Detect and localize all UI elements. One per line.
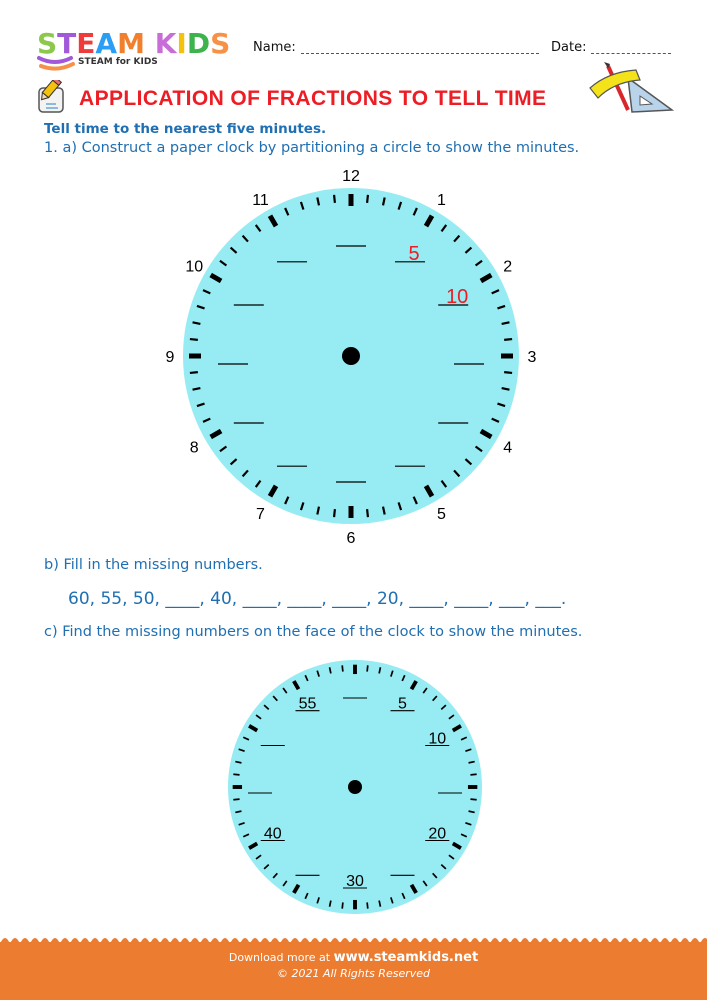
minute-tick [504, 372, 512, 373]
minute-number: 30 [346, 873, 364, 890]
hour-number: 4 [503, 439, 513, 457]
date-field[interactable] [591, 53, 671, 54]
hour-number: 5 [437, 505, 446, 523]
minute-answer: 5 [408, 242, 420, 265]
minute-tick [190, 372, 198, 373]
question-1b: b) Fill in the missing numbers. [44, 557, 263, 573]
page-title: APPLICATION OF FRACTIONS TO TELL TIME [79, 87, 547, 110]
minute-tick [342, 902, 343, 908]
logo-letter: E [76, 27, 96, 60]
hour-number: 6 [346, 530, 356, 547]
minute-tick [190, 339, 198, 340]
logo-tagline: STEAM for KIDS [78, 57, 158, 67]
clock-2 [0, 650, 707, 930]
minute-number: 10 [428, 730, 447, 748]
minute-tick [367, 902, 368, 908]
clock-center-dot [348, 780, 362, 794]
logo-letter: K [154, 27, 177, 60]
logo-letter: S [210, 27, 231, 60]
footer-download [0, 950, 707, 965]
logo-letter: I [176, 27, 187, 60]
hour-number: 8 [189, 439, 199, 457]
logo-letter: T [57, 27, 77, 60]
clock-1 [0, 160, 707, 560]
name-label: Name: [253, 40, 296, 55]
hour-number: 12 [342, 168, 360, 185]
hour-number: 10 [185, 258, 204, 276]
minute-tick [367, 665, 368, 671]
logo-letter: M [117, 27, 145, 60]
minute-tick [334, 195, 335, 203]
minute-tick [334, 509, 335, 517]
minute-tick [233, 799, 239, 800]
logo-letter: D [186, 27, 211, 60]
ruler-set-square-icon [588, 60, 676, 116]
logo-letter: S [37, 27, 58, 60]
footer-copyright: © 2021 All Rights Reserved [276, 967, 430, 980]
hour-number: 1 [437, 192, 446, 210]
minute-tick [470, 774, 476, 775]
minute-tick [233, 774, 239, 775]
subheading: Tell time to the nearest five minutes. [44, 121, 327, 137]
hour-number: 9 [165, 349, 175, 366]
minute-tick [367, 195, 368, 203]
pencil-paper-icon [36, 80, 68, 114]
minute-number: 5 [398, 695, 407, 713]
minute-tick [342, 665, 343, 671]
minute-answer: 10 [446, 286, 469, 308]
footer-site-link[interactable]: www.steamkids.net [333, 950, 479, 965]
minute-tick [470, 799, 476, 800]
question-1a: 1. a) Construct a paper clock by partitioning a circle to show the minutes. [44, 140, 580, 156]
number-sequence[interactable]: 60, 55, 50, ____, 40, ____, ____, ____, 20, ____, ____, ___, ___. [68, 589, 567, 609]
minute-tick [504, 339, 512, 340]
hour-number: 2 [503, 258, 513, 276]
date-label: Date: [551, 40, 587, 55]
minute-number: 20 [428, 825, 447, 843]
footer-download-prefix: Download more at [228, 951, 331, 964]
hour-number: 7 [256, 505, 265, 523]
question-1c: c) Find the missing numbers on the face of the clock to show the minutes. [44, 624, 583, 640]
hour-number: 11 [252, 192, 269, 210]
clock-center-dot [342, 347, 360, 365]
hour-number: 3 [527, 349, 537, 366]
minute-tick [367, 509, 368, 517]
footer [0, 942, 707, 1000]
logo [37, 27, 237, 70]
logo-letter [145, 27, 155, 60]
name-field[interactable] [301, 53, 539, 54]
minute-number: 55 [298, 695, 317, 713]
logo-letter: A [95, 27, 118, 60]
logo-swoosh-icon [37, 54, 77, 74]
minute-number: 40 [263, 825, 282, 843]
